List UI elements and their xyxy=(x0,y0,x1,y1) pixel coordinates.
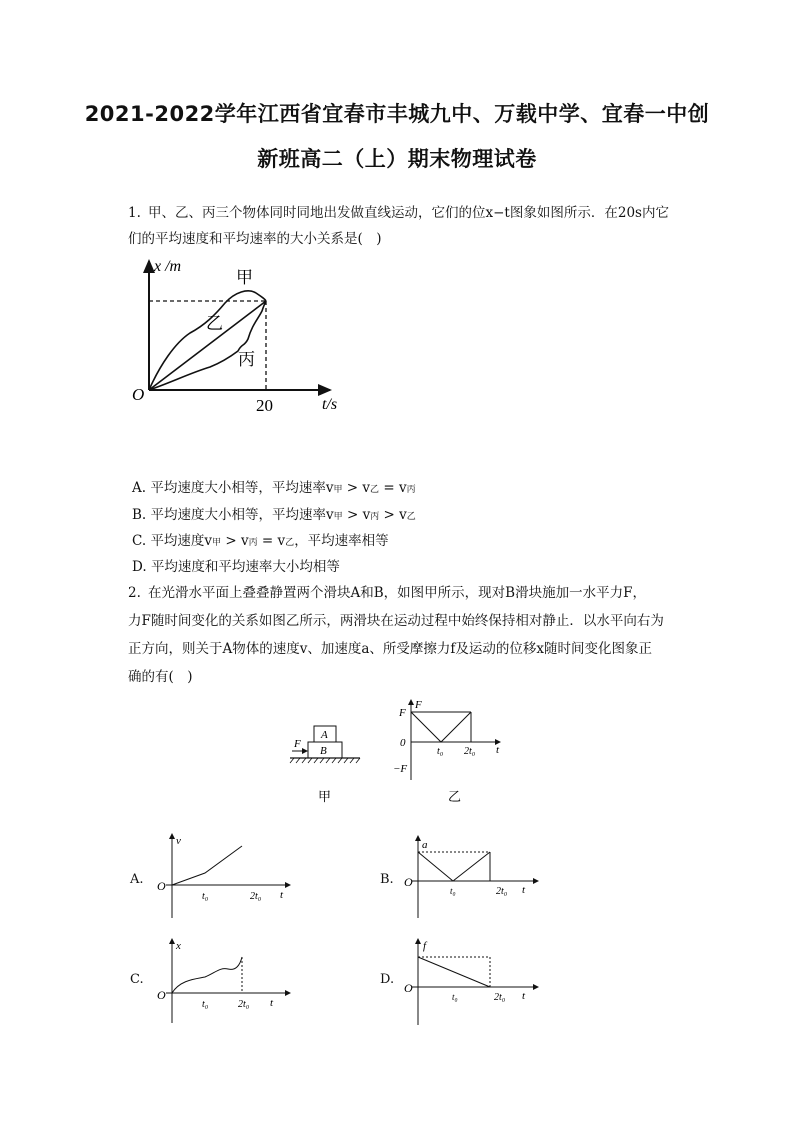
option-text: > v xyxy=(221,533,249,549)
subscript: 乙 xyxy=(285,538,295,548)
d-2t0: 2t₀ xyxy=(494,992,506,1003)
b-2t0: 2t₀ xyxy=(496,886,508,897)
subscript: 甲 xyxy=(333,512,343,522)
option-text: ，平均速率相等 xyxy=(294,533,389,549)
option-text: 平均速度和平均速率大小均相等 xyxy=(150,559,340,575)
c-t0: t₀ xyxy=(202,999,209,1010)
q1-number: 1. xyxy=(128,205,141,221)
c-t: t xyxy=(270,997,274,1009)
d-t: t xyxy=(522,990,526,1002)
q2-option-c[interactable]: C. xyxy=(130,972,144,987)
page-title-line2: 新班高二（上）期末物理试卷 xyxy=(257,147,537,171)
a-t0: t₀ xyxy=(202,891,209,902)
q1-label-bing: 丙 xyxy=(238,350,255,369)
q2-text-line3: 正方向，则关于A物体的速度v、加速度a、所受摩擦力f及运动的位移x随时间变化图象正 xyxy=(128,641,653,657)
q1-text-line2: 们的平均速度和平均速率的大小关系是( ) xyxy=(128,231,382,247)
subscript: 乙 xyxy=(406,512,416,522)
b-origin: O xyxy=(404,875,413,889)
yi-t: t xyxy=(496,744,500,756)
d-f-line xyxy=(418,957,490,987)
c-y-label: x xyxy=(176,940,181,952)
page-title-line1: 2021-2022学年江西省宜春市丰城九中、万载中学、宜春一中创 xyxy=(84,102,710,126)
q2-graph-c xyxy=(150,935,300,1030)
d-y-label: f xyxy=(423,940,427,952)
q1-option-c[interactable] xyxy=(132,531,389,553)
c-x-curve xyxy=(172,957,242,993)
subscript: 甲 xyxy=(333,485,343,495)
option-text: 平均速度大小相等，平均速率v xyxy=(150,480,334,496)
q1-tick-20: 20 xyxy=(256,396,273,415)
option-text: 平均速度大小相等，平均速率v xyxy=(150,507,334,523)
option-letter: A. xyxy=(132,480,147,496)
yi-zero: 0 xyxy=(400,737,406,749)
q2-option-b[interactable]: B. xyxy=(380,872,394,887)
d-t0: t₀ xyxy=(452,992,458,1002)
q1-curve-jia xyxy=(149,291,266,390)
q1-option-a[interactable] xyxy=(132,478,416,500)
caption-jia: 甲 xyxy=(318,789,332,804)
subscript: 丙 xyxy=(406,485,416,495)
option-text: = v xyxy=(257,533,286,549)
yi-y-label: F xyxy=(415,699,422,711)
q1-label-jia: 甲 xyxy=(236,268,253,287)
option-letter: D. xyxy=(132,559,147,575)
subscript: 乙 xyxy=(370,485,380,495)
q2-option-d[interactable]: D. xyxy=(380,972,395,987)
yi-neg-label: −F xyxy=(393,763,408,775)
q2-fig-yi xyxy=(368,696,518,811)
option-text: > v xyxy=(379,507,407,523)
q2-text-line1: 在光滑水平面上叠叠静置两个滑块A和B，如图甲所示，现对B滑块施加一水平力F， xyxy=(148,585,646,601)
option-text: 平均速度v xyxy=(150,533,213,549)
caption-yi: 乙 xyxy=(448,789,462,804)
q2-number: 2. xyxy=(128,585,141,601)
b-a-line xyxy=(418,852,490,881)
q2-graph-d xyxy=(398,935,548,1030)
q2-text-line2: 力F随时间变化的关系如图乙所示，两滑块在运动过程中始终保持相对静止．以水平向右为 xyxy=(128,613,664,629)
q2-graph-a xyxy=(150,830,300,925)
option-text: > v xyxy=(342,480,371,496)
c-origin: O xyxy=(157,988,166,1002)
option-text: > v xyxy=(342,507,371,523)
q1-text-line1: 甲、乙、丙三个物体同时同地出发做直线运动，它们的位x−t图象如图所示．在20s内它 xyxy=(148,205,669,221)
a-2t0: 2t₀ xyxy=(250,891,262,902)
q1-xt-graph xyxy=(130,255,350,420)
option-letter: C. xyxy=(132,533,147,549)
f-line xyxy=(411,712,471,742)
q1-y-label: x /m xyxy=(154,258,182,275)
q1-label-yi: 乙 xyxy=(206,314,223,333)
q2-fig-jia xyxy=(288,718,368,818)
b-t: t xyxy=(522,884,526,896)
a-y-label: v xyxy=(176,835,181,847)
a-v-line xyxy=(172,846,242,885)
subscript: 丙 xyxy=(370,512,380,522)
b-y-label: a xyxy=(422,839,428,851)
force-label: F xyxy=(294,738,301,750)
q1-origin: O xyxy=(132,385,145,404)
q1-option-b[interactable] xyxy=(132,505,416,527)
yi-t0: t₀ xyxy=(437,746,444,757)
q2-option-a[interactable]: A. xyxy=(130,872,144,887)
a-origin: O xyxy=(157,879,166,893)
subscript: 丙 xyxy=(248,538,258,548)
subscript: 甲 xyxy=(212,538,222,548)
q2-graph-b xyxy=(398,832,548,924)
q2-text-line4: 确的有( ) xyxy=(128,669,193,685)
option-letter: B. xyxy=(132,507,147,523)
yi-2t0: 2t₀ xyxy=(464,746,476,757)
c-2t0: 2t₀ xyxy=(238,999,250,1010)
q1-x-label: t/s xyxy=(322,396,338,413)
q1-option-d[interactable] xyxy=(132,557,340,577)
yi-pos-label: F xyxy=(399,707,406,719)
a-t: t xyxy=(280,889,284,901)
d-origin: O xyxy=(404,981,413,995)
ground-hatch xyxy=(290,758,360,763)
option-text: = v xyxy=(379,480,407,496)
block-a-label: A xyxy=(321,729,328,741)
block-b-label: B xyxy=(320,745,327,757)
b-t0: t₀ xyxy=(450,886,456,896)
